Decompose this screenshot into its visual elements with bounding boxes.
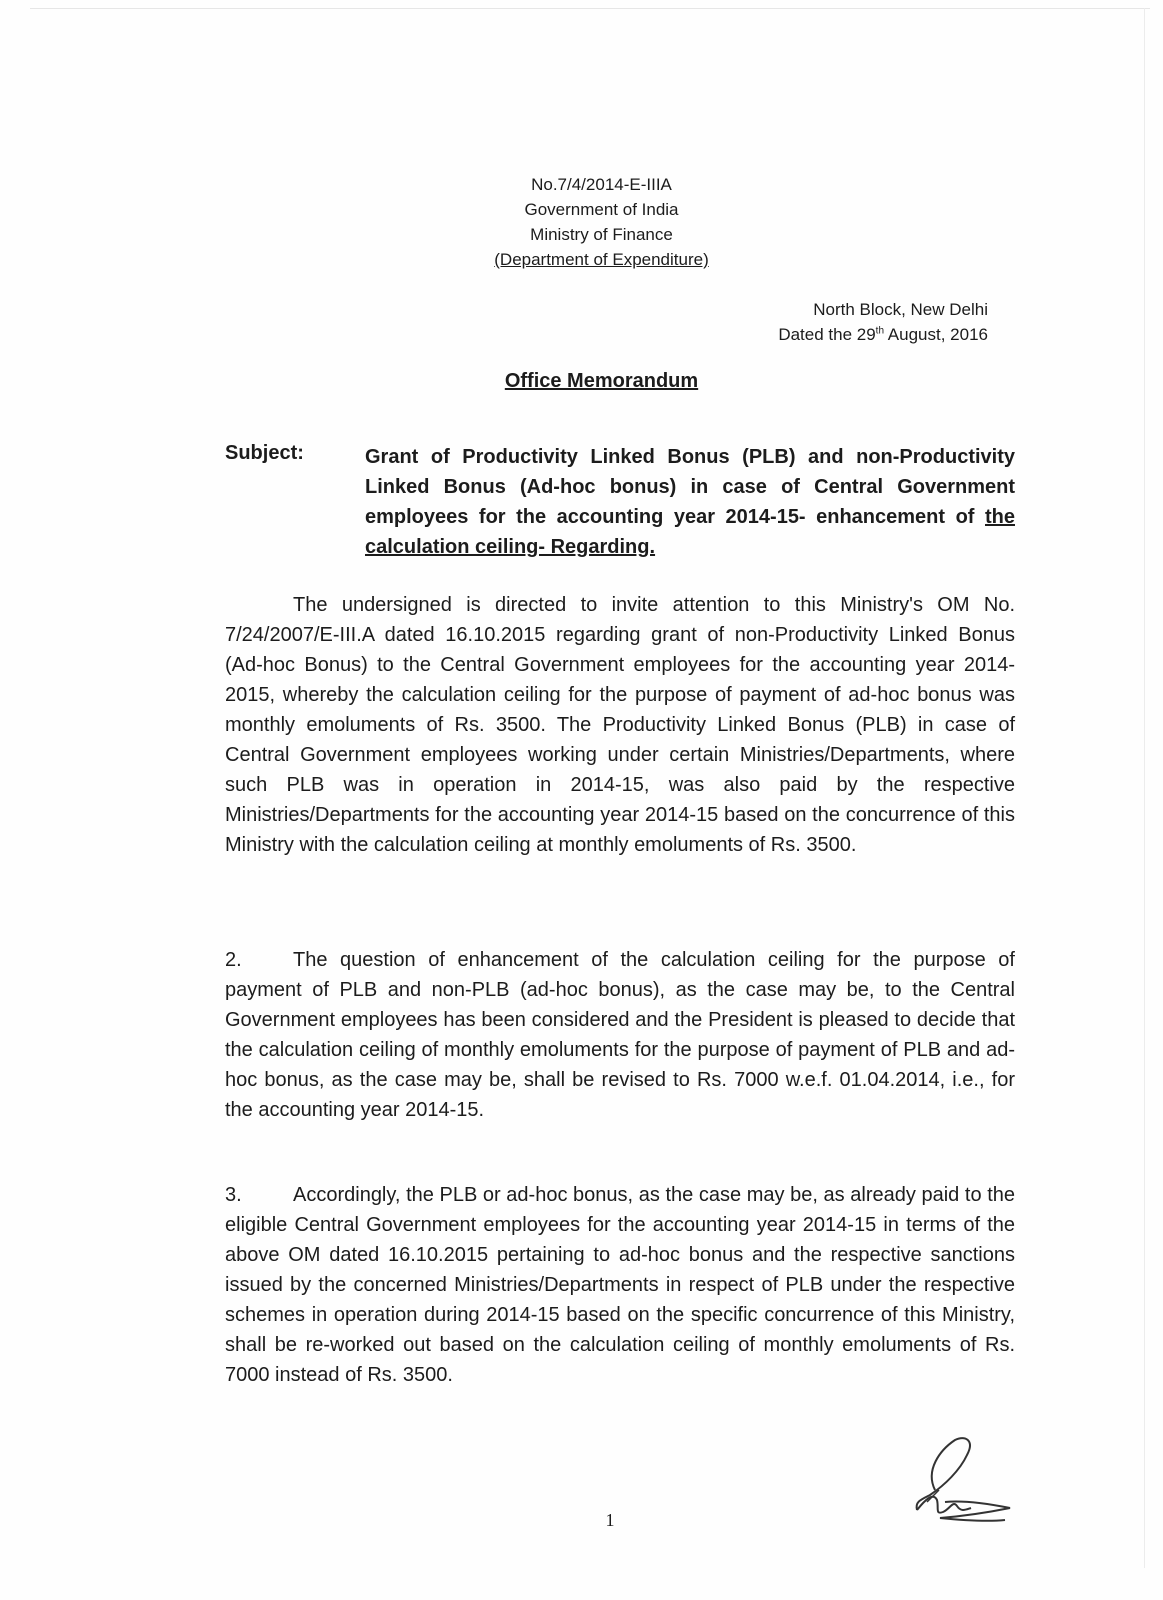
file-number: No.7/4/2014-E-IIIA xyxy=(531,175,672,194)
paragraph-3 xyxy=(225,1180,1015,1390)
page-number: 1 xyxy=(605,1510,615,1530)
paragraph-2-number: 2. xyxy=(225,949,242,971)
date-ordinal: th xyxy=(875,325,885,337)
place: North Block, New Delhi xyxy=(813,300,988,319)
date-rest: August, 2016 xyxy=(884,325,988,344)
date-prefix: Dated the 29 xyxy=(778,325,876,344)
memo-title: Office Memorandum xyxy=(504,370,699,392)
paragraph-2 xyxy=(225,945,1015,1125)
paragraph-2-text: The question of enhancement of the calculation ceiling for the purpose of payment of PLB and non-PLB (ad-hoc bonus), as the case may be, to the Central Government employees has been considered and the President is pleased to decide that the calculation ceiling of monthly emoluments for the purpose of payment of PLB and ad-hoc bonus, as the case may be, shall be revised to Rs. 7000 w.e.f. 01.04.2014, i.e., for the accounting year 2014-15. xyxy=(225,949,1015,1121)
government-name: Government of India xyxy=(524,200,679,219)
paragraph-1 xyxy=(225,590,1015,860)
department-name: (Department of Expenditure) xyxy=(494,250,709,269)
subject-text-underlined: the calculation ceiling- Regarding. xyxy=(365,506,1015,558)
ministry-name: Ministry of Finance xyxy=(530,225,673,244)
paragraph-3-number: 3. xyxy=(225,1184,242,1206)
subject-text-main: Grant of Productivity Linked Bonus (PLB) and non-Productivity Linked Bonus (Ad-hoc bonus) in case of Central Government employees for the accounting year 2014-15- enhancement of xyxy=(365,446,1015,528)
place-and-date xyxy=(778,297,988,347)
scan-edge-top xyxy=(30,8,1150,9)
subject-label: Subject: xyxy=(225,442,304,464)
subject-text xyxy=(365,442,1015,562)
date xyxy=(778,322,988,347)
document-header xyxy=(0,172,1163,272)
paragraph-1-text: The undersigned is directed to invite attention to this Ministry's OM No. 7/24/2007/E-III.A dated 16.10.2015 regarding grant of non-Productivity Linked Bonus (Ad-hoc Bonus) to the Central Government employees for the accounting year 2014-2015, whereby the calculation ceiling for the purpose of payment of ad-hoc bonus was monthly emoluments of Rs. 3500. The Productivity Linked Bonus (PLB) in case of Central Government employees working under certain Ministries/Departments, where such PLB was in operation in 2014-15, was also paid by the respective Ministries/Departments for the accounting year 2014-15 based on the concurrence of this Ministry with the calculation ceiling at monthly emoluments of Rs. 3500. xyxy=(225,594,1015,856)
paragraph-3-text: Accordingly, the PLB or ad-hoc bonus, as the case may be, as already paid to the eligible Central Government employees for the accounting year 2014-15 in terms of the above OM dated 16.10.2015 pertaining to ad-hoc bonus and the respective sanctions issued by the concerned Ministries/Departments in respect of PLB under the respective schemes in operation during 2014-15 based on the specific concurrence of this Ministry, shall be re-worked out based on the calculation ceiling of monthly emoluments of Rs. 7000 instead of Rs. 3500. xyxy=(225,1184,1015,1386)
